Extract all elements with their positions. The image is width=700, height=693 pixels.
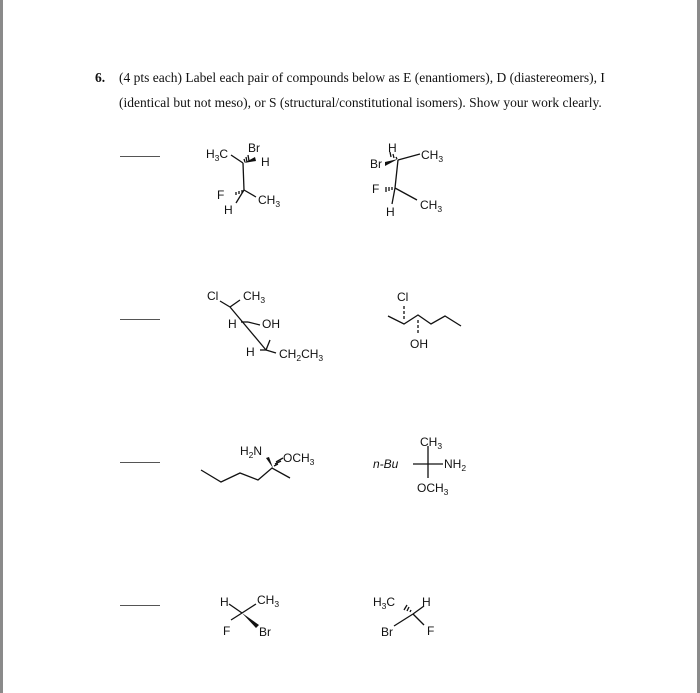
pair1-right-ch3-bottom-label: $CH_3$ [420, 198, 443, 214]
pair4-left-f-label: F [223, 624, 231, 638]
pair2-left-cl-label: Cl [207, 289, 219, 303]
pair1-right-h-bottom-label: H [386, 205, 395, 219]
pair1-left-h-bottom-label: H [224, 203, 233, 217]
pair4-left-br-label: Br [259, 625, 271, 639]
pair1-right-structure [370, 141, 443, 219]
pair3-right-ch3-label: $CH_3$ [420, 435, 443, 451]
pair2-left-ch3-label: $CH_3$ [243, 289, 266, 305]
pair1-left-ch3-label: $CH_3$ [258, 193, 281, 209]
pair1-right-ch3-top-label: $CH_3$ [421, 148, 444, 164]
pair1-left-structure [206, 141, 280, 217]
pair2-right-cl-label: Cl [397, 290, 409, 304]
pair1-right-f-label: F [372, 182, 380, 196]
pair2-left-h-lower-label: H [246, 345, 255, 359]
pair4-left-h-label: H [220, 595, 229, 609]
question-number: 6. [95, 70, 106, 85]
pair2-left-structure [207, 289, 323, 363]
pair1-right-br-label: Br [370, 157, 382, 171]
pair3-right-nbu-label: n-Bu [373, 457, 399, 471]
pair4-right-h-label: H [422, 595, 431, 609]
pair2-right-oh-label: OH [410, 337, 428, 351]
pair2-left-h-upper-label: H [228, 317, 237, 331]
pair2-right-structure [388, 290, 461, 351]
pair3-left-h2n-label: $H_2N$ [240, 444, 263, 460]
pair2-left-oh-label: OH [262, 317, 280, 331]
pair4-right-br-label: Br [381, 625, 393, 639]
pair1-right-h-label: H [388, 141, 397, 155]
pair3-right-structure [373, 435, 466, 497]
question-text-line-2: (identical but not meso), or S (structural/constitutional isomers). Show your work clearly. [119, 95, 602, 110]
pair3-left-och3-label: $OCH_3$ [283, 451, 315, 467]
pair1-left-h-label: H [261, 155, 270, 169]
pair1-left-h3c-label: $H_3C$ [206, 147, 229, 163]
pair4-right-structure [373, 595, 434, 639]
pair3-right-och3-label: $OCH_3$ [417, 481, 449, 497]
pair3-right-nh2-label: $NH_2$ [444, 457, 467, 473]
question-text-line-1: (4 pts each) Label each pair of compounds below as E (enantiomers), D (diastereomers), I [119, 70, 605, 85]
pair4-left-ch3-label: $CH_3$ [257, 593, 280, 609]
pair1-left-f-label: F [217, 188, 225, 202]
pair2-left-ch2ch3-label: $CH_2CH_3$ [279, 347, 324, 363]
pair1-left-br-label: Br [248, 141, 260, 155]
pair3-left-structure [201, 444, 315, 482]
pair4-right-f-label: F [427, 624, 435, 638]
pair4-right-h3c-label: $H_3C$ [373, 595, 396, 611]
pair4-left-structure [220, 593, 279, 639]
